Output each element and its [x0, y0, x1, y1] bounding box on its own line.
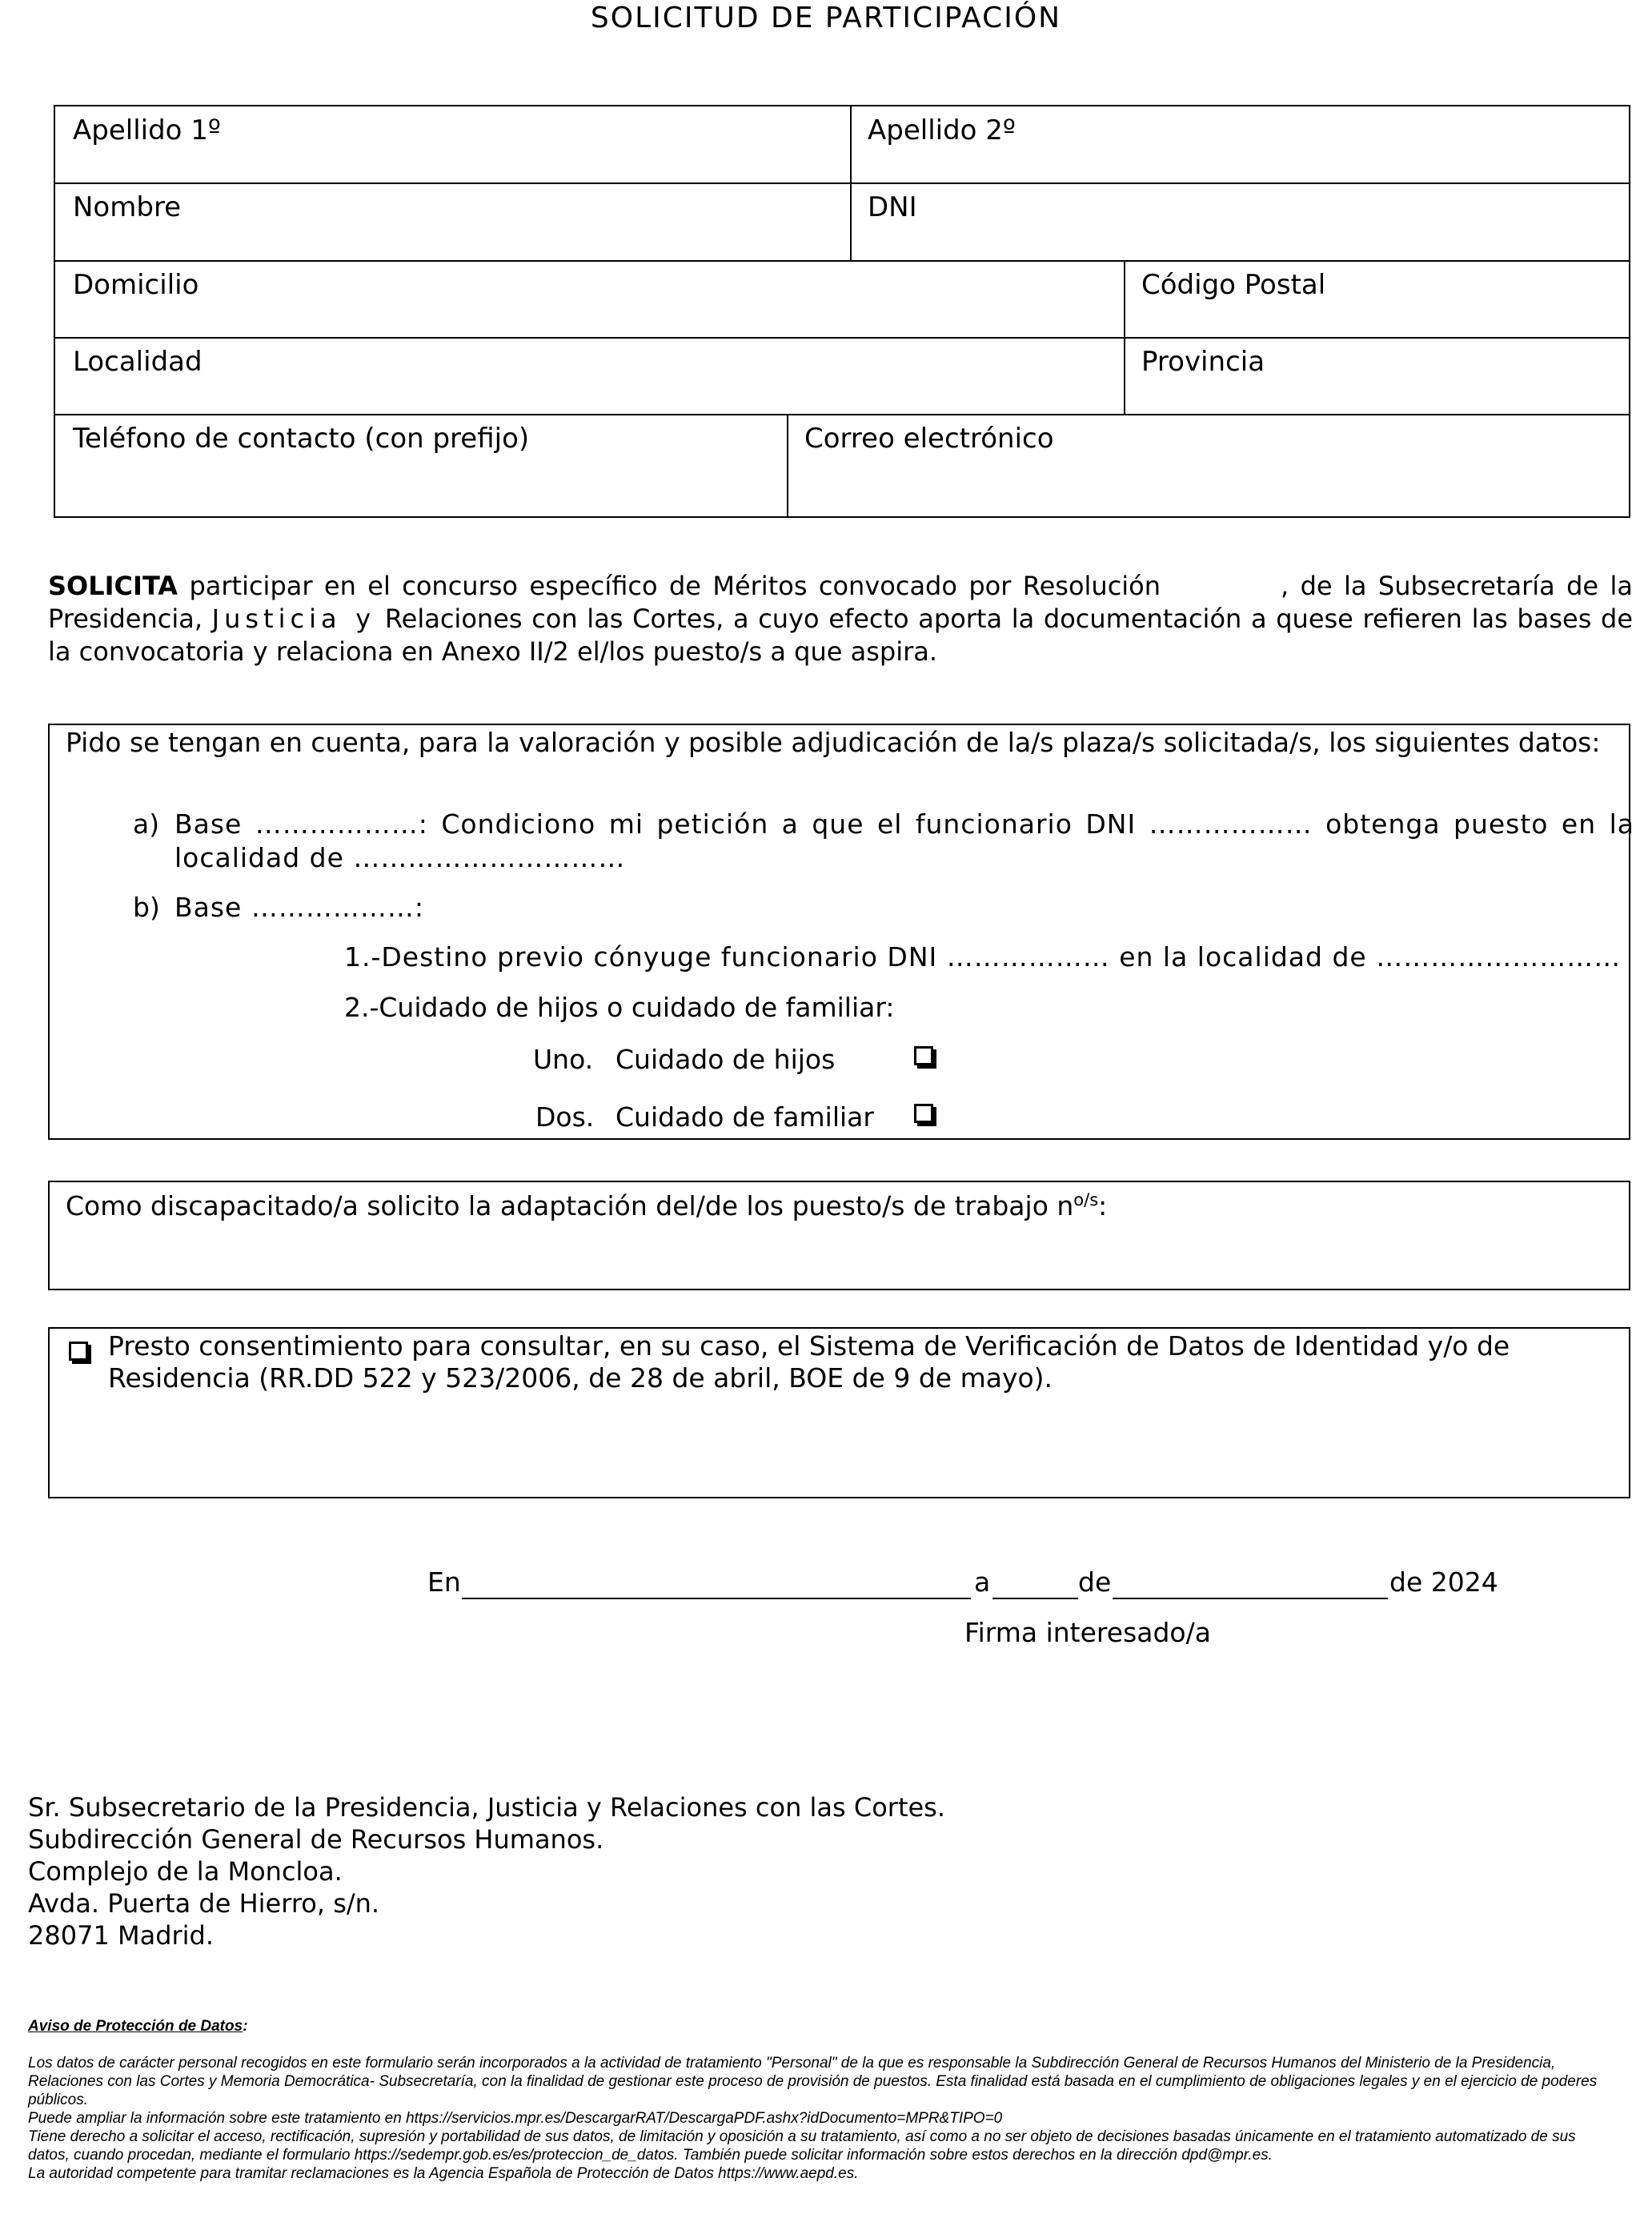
provincia-field[interactable]: Provincia [1141, 346, 1265, 378]
aviso-paragraph: La autoridad competente para tramitar reclamaciones es la Agencia Española de Protección de Datos https://www.aepd.es. [28, 2165, 859, 2182]
apellido2-field[interactable]: Apellido 2º [868, 114, 1016, 146]
discapacidad-text: Como discapacitado/a solicito la adaptación del/de los puesto/s de trabajo $n^{o/s}$: [66, 1190, 1108, 1221]
aviso-title: Aviso de Protección de Datos [28, 2018, 243, 2035]
discapacidad-box[interactable] [48, 1181, 1630, 1290]
consentimiento-checkbox[interactable] [69, 1342, 88, 1361]
aviso-proteccion-datos: Aviso de Protección de Datos: Los datos de carácter personal recogidos en este formulario serán incorporados a la actividad de tratamiento "Personal" de la que es responsable la Subdirección General de Recursos Humanos del Ministerio de la Presidencia, Relaciones con las Cortes y Memoria Democrática- Subsecretaría, con la finalidad de gestionar este proceso de provisión de puestos. Esta finalidad está basada en el cumplimiento de obligaciones legales y en el ejercicio de poderes públicos. Puede ampliar la información sobre este tratamiento en https://servicios.mpr.es/DescargarRAT/DescargaPDF.ashx?idDocumento=MPR&TIPO=0 Tiene derecho a solicitar el acceso, rectificación, supresión y portabilidad de sus datos, de limitación y oposición a su tratamiento, así como a no ser objeto de decisiones basadas únicamente en el tratamiento automatizado de sus datos, cuando procedan, mediante el formulario https://sedempr.gob.es/es/proteccion_de_datos. También puede solicitar información sobre estos derechos en la dirección dpd@mpr.es. La autoridad competente para tramitar reclamaciones es la Agencia Española de Protección de Datos https://www.aepd.es. [28, 2017, 1621, 2183]
dos-text: Cuidado de familiar [615, 1101, 874, 1133]
destinatario-line: 28071 Madrid. [28, 1920, 215, 1951]
correo-field[interactable]: Correo electrónico [804, 423, 1054, 455]
solicita-paragraph: SOLICITA participar en el concurso específico de Méritos convocado por Resolución , de la Subsecretaría de la Presidencia, Justicia y Relaciones con las Cortes, a cuyo efecto aporta la documentación a quese refieren las bases de la convocatoria y relaciona en Anexo II/2 el/los puesto/s a que aspira. [48, 571, 1634, 667]
page-title: SOLICITUD DE PARTICIPACIÓN [590, 2, 1062, 34]
destinatario-line: Subdirección General de Recursos Humanos. [28, 1824, 604, 1855]
valoracion-intro: Pido se tengan en cuenta, para la valoración y posible adjudicación de la/s plaza/s solicitada/s, los siguientes datos: [66, 727, 1601, 758]
cuidado-familiar-checkbox[interactable] [914, 1104, 933, 1123]
option-a-label: a) [133, 808, 160, 840]
option-b-text[interactable]: Base ………………: [174, 892, 424, 923]
telefono-field[interactable]: Teléfono de contacto (con prefijo) [73, 423, 530, 455]
aviso-paragraph: Los datos de carácter personal recogidos en este formulario serán incorporados a la actividad de tratamiento "Personal" de la que es responsable la Subdirección General de Recursos Humanos del Ministerio de la Presidencia, Relaciones con las Cortes y Memoria Democrática- Subsecretaría, con la finalidad de gestionar este proceso de provisión de puestos. Esta finalidad está basada en el cumplimiento de obligaciones legales y en el ejercicio de poderes públicos. [28, 2055, 1598, 2108]
firma-dia-line[interactable] [992, 1598, 1078, 1599]
aviso-paragraph: Tiene derecho a solicitar el acceso, rectificación, supresión y portabilidad de sus datos, de limitación y oposición a su tratamiento, así como a no ser objeto de decisiones basadas únicamente en el tratamiento automatizado de sus datos, cuando procedan, mediante el formulario https://sedempr.gob.es/es/proteccion_de_datos. También puede solicitar información sobre estos derechos en la dirección dpd@mpr.es. [28, 2128, 1576, 2164]
option-a-localidad[interactable]: localidad de ………………………… [174, 842, 626, 873]
consentimiento-text: Presto consentimiento para consultar, en su caso, el Sistema de Verificación de Datos de Identidad y/o de Residencia (RR.DD 522 y 523/2006, de 28 de abril, BOE de 9 de mayo). [108, 1330, 1510, 1394]
solicita-keyword: SOLICITA [48, 571, 178, 601]
dos-label: Dos. [535, 1101, 595, 1133]
firma-de: de [1078, 1566, 1112, 1598]
valoracion-box [48, 724, 1634, 1140]
apellido1-field[interactable]: Apellido 1º [73, 114, 221, 146]
firma-label: Firma interesado/a [964, 1617, 1211, 1648]
firma-a: a [974, 1566, 991, 1598]
firma-lugar-line[interactable] [462, 1598, 971, 1599]
option-b-label: b) [133, 892, 160, 923]
nombre-field[interactable]: Nombre [73, 191, 182, 223]
firma-mes-line[interactable] [1113, 1598, 1388, 1599]
destinatario-line: Sr. Subsecretario de la Presidencia, Justicia y Relaciones con las Cortes. [28, 1792, 946, 1823]
domicilio-field[interactable]: Domicilio [73, 269, 199, 301]
item-cuidado: 2.-Cuidado de hijos o cuidado de familiar: [344, 992, 895, 1023]
consentimiento-box [48, 1327, 1630, 1498]
localidad-field[interactable]: Localidad [73, 346, 202, 378]
uno-label: Uno. [533, 1044, 594, 1075]
destinatario-line: Complejo de la Moncloa. [28, 1856, 343, 1887]
aviso-paragraph: Puede ampliar la información sobre este tratamiento en https://servicios.mpr.es/DescargarRAT/DescargaPDF.ashx?idDocumento=MPR&TIPO=0 [28, 2110, 1003, 2127]
firma-year: de 2024 [1389, 1566, 1498, 1598]
option-a-text[interactable]: Base ………………: Condiciono mi petición a que el funcionario DNI ……………… obtenga puesto en la [174, 808, 1634, 840]
codigo-postal-field[interactable]: Código Postal [1141, 269, 1326, 301]
firma-en: En [427, 1566, 461, 1598]
destinatario-line: Avda. Puerta de Hierro, s/n. [28, 1888, 380, 1919]
cuidado-hijos-checkbox[interactable] [914, 1046, 933, 1065]
uno-text: Cuidado de hijos [615, 1044, 836, 1075]
item-destino-conyuge[interactable]: 1.-Destino previo cónyuge funcionario DNI ……………… en la localidad de ……………………… [344, 941, 1622, 973]
destinatario-block [28, 1791, 945, 1951]
dni-field[interactable]: DNI [868, 191, 917, 223]
